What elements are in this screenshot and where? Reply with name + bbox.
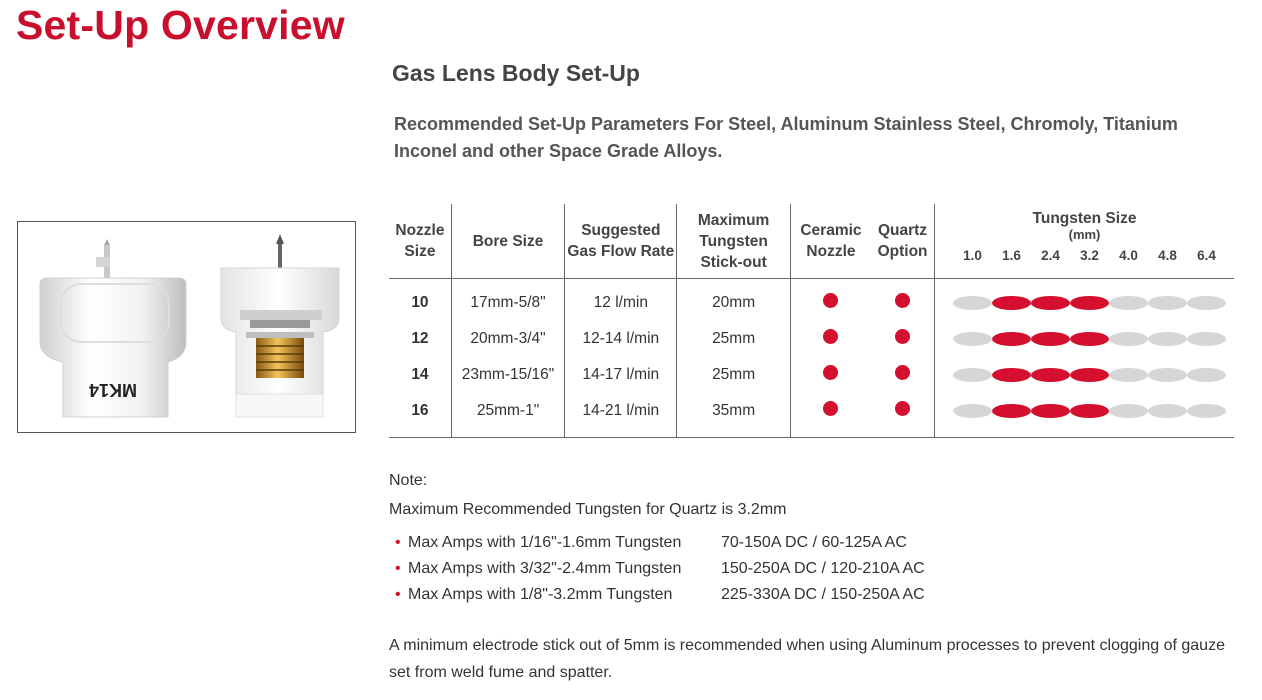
dot-on-icon bbox=[1031, 332, 1070, 346]
cell-bore-size: 17mm-5/8" bbox=[451, 279, 564, 322]
tungsten-dot-slot bbox=[953, 368, 992, 382]
tungsten-dot-slot bbox=[953, 332, 992, 346]
tungsten-size: 2.4 bbox=[1041, 248, 1060, 263]
tungsten-dot-slot bbox=[1148, 368, 1187, 382]
section-title: Gas Lens Body Set-Up bbox=[392, 60, 640, 86]
dot-off-icon bbox=[953, 368, 992, 382]
tungsten-dot-slot bbox=[1031, 332, 1070, 346]
amps-label: Max Amps with 3/32"-2.4mm Tungsten bbox=[408, 560, 682, 577]
cell-gas-flow: 14-17 l/min bbox=[565, 357, 677, 393]
tungsten-dot-slot bbox=[1109, 296, 1148, 310]
header-gas-flow: Suggested Gas Flow Rate bbox=[565, 204, 677, 279]
subtitle: Recommended Set-Up Parameters For Steel, Aluminum Stainless Steel, Chromoly, Titanium Inconel and other Space Grade Alloys. bbox=[394, 114, 1178, 161]
tungsten-size: 4.0 bbox=[1119, 248, 1138, 263]
tungsten-dot-slot bbox=[1148, 404, 1187, 418]
dot-on-icon bbox=[895, 401, 910, 416]
bullet-icon: • bbox=[395, 534, 401, 551]
tungsten-dot-slot bbox=[953, 404, 992, 418]
table-body bbox=[389, 279, 1234, 438]
header-quartz: Quartz Option bbox=[871, 204, 934, 279]
dot-off-icon bbox=[953, 404, 992, 418]
table-row bbox=[389, 393, 1234, 438]
header-bore-size: Bore Size bbox=[451, 204, 564, 279]
amps-label: Max Amps with 1/8"-3.2mm Tungsten bbox=[408, 586, 673, 603]
amps-item bbox=[395, 560, 925, 586]
tungsten-size: 1.6 bbox=[1002, 248, 1021, 263]
tungsten-dot-slot bbox=[1109, 368, 1148, 382]
dot-off-icon bbox=[1148, 332, 1187, 346]
tungsten-dot-slot bbox=[1070, 296, 1109, 310]
tungsten-dot-slot bbox=[953, 296, 992, 310]
dot-on-icon bbox=[823, 365, 838, 380]
tungsten-dots bbox=[935, 296, 1234, 310]
specs-table bbox=[389, 204, 1234, 438]
tungsten-size: 3.2 bbox=[1080, 248, 1099, 263]
tungsten-dot-slot bbox=[1070, 404, 1109, 418]
mk14-mark: MK14 bbox=[88, 380, 138, 400]
cell-nozzle-size: 14 bbox=[389, 357, 451, 393]
cell-bore-size: 25mm-1" bbox=[451, 393, 564, 438]
dot-on-icon bbox=[992, 296, 1031, 310]
dot-off-icon bbox=[1187, 404, 1226, 418]
tungsten-dots bbox=[935, 368, 1234, 382]
dot-on-icon bbox=[992, 332, 1031, 346]
dot-off-icon bbox=[1109, 332, 1148, 346]
bullet-icon: • bbox=[395, 586, 401, 603]
dot-on-icon bbox=[823, 329, 838, 344]
tungsten-dot-slot bbox=[1109, 332, 1148, 346]
dot-on-icon bbox=[823, 293, 838, 308]
dot-off-icon bbox=[1148, 404, 1187, 418]
cell-ceramic bbox=[790, 321, 871, 357]
header-tungsten bbox=[935, 204, 1235, 279]
cell-ceramic bbox=[790, 393, 871, 438]
tungsten-dot-slot bbox=[1187, 368, 1226, 382]
dot-off-icon bbox=[953, 296, 992, 310]
cell-ceramic bbox=[790, 357, 871, 393]
dot-on-icon bbox=[1031, 404, 1070, 418]
dot-on-icon bbox=[823, 401, 838, 416]
tungsten-title: Tungsten Size bbox=[1032, 210, 1137, 227]
dot-on-icon bbox=[992, 404, 1031, 418]
tungsten-dot-slot bbox=[1148, 332, 1187, 346]
page-title: Set-Up Overview bbox=[16, 2, 345, 48]
tungsten-size: 6.4 bbox=[1197, 248, 1216, 263]
dot-on-icon bbox=[1070, 296, 1109, 310]
dot-off-icon bbox=[1109, 404, 1148, 418]
tungsten-dot-slot bbox=[992, 404, 1031, 418]
header-ceramic: Ceramic Nozzle bbox=[790, 204, 871, 279]
tungsten-size: 4.8 bbox=[1158, 248, 1177, 263]
tungsten-dot-slot bbox=[992, 332, 1031, 346]
dot-off-icon bbox=[1109, 296, 1148, 310]
dot-off-icon bbox=[1148, 368, 1187, 382]
dot-on-icon bbox=[1031, 296, 1070, 310]
cell-tungsten bbox=[935, 321, 1235, 357]
tungsten-size: 1.0 bbox=[963, 248, 982, 263]
cell-max-stickout: 20mm bbox=[677, 279, 790, 322]
cell-quartz bbox=[871, 321, 934, 357]
tungsten-dot-slot bbox=[992, 296, 1031, 310]
cell-bore-size: 23mm-15/16" bbox=[451, 357, 564, 393]
amps-item bbox=[395, 586, 925, 612]
cell-ceramic bbox=[790, 279, 871, 322]
dot-on-icon bbox=[992, 368, 1031, 382]
dot-on-icon bbox=[895, 293, 910, 308]
cell-tungsten bbox=[935, 279, 1235, 322]
bullet-icon: • bbox=[395, 560, 401, 577]
dot-off-icon bbox=[1187, 296, 1226, 310]
table-header-row bbox=[389, 204, 1234, 279]
amps-list bbox=[395, 534, 925, 612]
dot-off-icon bbox=[1187, 368, 1226, 382]
cell-nozzle-size: 16 bbox=[389, 393, 451, 438]
note-label: Note: bbox=[389, 472, 428, 489]
cell-quartz bbox=[871, 357, 934, 393]
header-nozzle-size: Nozzle Size bbox=[389, 204, 451, 279]
tungsten-dot-slot bbox=[1070, 368, 1109, 382]
cell-tungsten bbox=[935, 393, 1235, 438]
tungsten-size-labels bbox=[935, 243, 1234, 266]
amps-value: 225-330A DC / 150-250A AC bbox=[721, 586, 925, 603]
tungsten-dot-slot bbox=[992, 368, 1031, 382]
amps-item bbox=[395, 534, 925, 560]
dot-on-icon bbox=[895, 329, 910, 344]
cell-tungsten bbox=[935, 357, 1235, 393]
header-max-stickout: Maximum Tungsten Stick-out bbox=[677, 204, 790, 279]
table-row bbox=[389, 321, 1234, 357]
cell-bore-size: 20mm-3/4" bbox=[451, 321, 564, 357]
cell-nozzle-size: 10 bbox=[389, 279, 451, 322]
cell-max-stickout: 35mm bbox=[677, 393, 790, 438]
dot-on-icon bbox=[1070, 332, 1109, 346]
amps-value: 70-150A DC / 60-125A AC bbox=[721, 534, 907, 551]
tungsten-dot-slot bbox=[1187, 404, 1226, 418]
tungsten-dot-slot bbox=[1187, 332, 1226, 346]
tungsten-dot-slot bbox=[1031, 368, 1070, 382]
tungsten-unit: (mm) bbox=[1068, 227, 1101, 242]
footer-note: A minimum electrode stick out of 5mm is recommended when using Aluminum processes to prevent clogging of gauze set from weld fume and spatter. bbox=[389, 637, 1225, 681]
cell-nozzle-size: 12 bbox=[389, 321, 451, 357]
cell-gas-flow: 12 l/min bbox=[565, 279, 677, 322]
product-image bbox=[17, 221, 356, 433]
amps-label: Max Amps with 1/16"-1.6mm Tungsten bbox=[408, 534, 682, 551]
tungsten-dot-slot bbox=[1148, 296, 1187, 310]
dot-off-icon bbox=[1187, 332, 1226, 346]
cell-gas-flow: 14-21 l/min bbox=[565, 393, 677, 438]
tungsten-dot-slot bbox=[1031, 296, 1070, 310]
amps-value: 150-250A DC / 120-210A AC bbox=[721, 560, 925, 577]
cell-gas-flow: 12-14 l/min bbox=[565, 321, 677, 357]
dot-off-icon bbox=[953, 332, 992, 346]
dot-on-icon bbox=[1070, 368, 1109, 382]
dot-off-icon bbox=[1148, 296, 1187, 310]
table-row bbox=[389, 357, 1234, 393]
tungsten-dot-slot bbox=[1187, 296, 1226, 310]
dot-on-icon bbox=[895, 365, 910, 380]
quartz-note: Maximum Recommended Tungsten for Quartz is 3.2mm bbox=[389, 501, 787, 518]
tungsten-dot-slot bbox=[1109, 404, 1148, 418]
cell-quartz bbox=[871, 279, 934, 322]
dot-off-icon bbox=[1109, 368, 1148, 382]
cell-quartz bbox=[871, 393, 934, 438]
tungsten-dot-slot bbox=[1031, 404, 1070, 418]
cell-max-stickout: 25mm bbox=[677, 321, 790, 357]
gas-lens-illustration bbox=[18, 222, 356, 433]
dot-on-icon bbox=[1070, 404, 1109, 418]
table-row bbox=[389, 279, 1234, 322]
tungsten-dot-slot bbox=[1070, 332, 1109, 346]
tungsten-dots bbox=[935, 332, 1234, 346]
cell-max-stickout: 25mm bbox=[677, 357, 790, 393]
dot-on-icon bbox=[1031, 368, 1070, 382]
tungsten-dots bbox=[935, 404, 1234, 418]
